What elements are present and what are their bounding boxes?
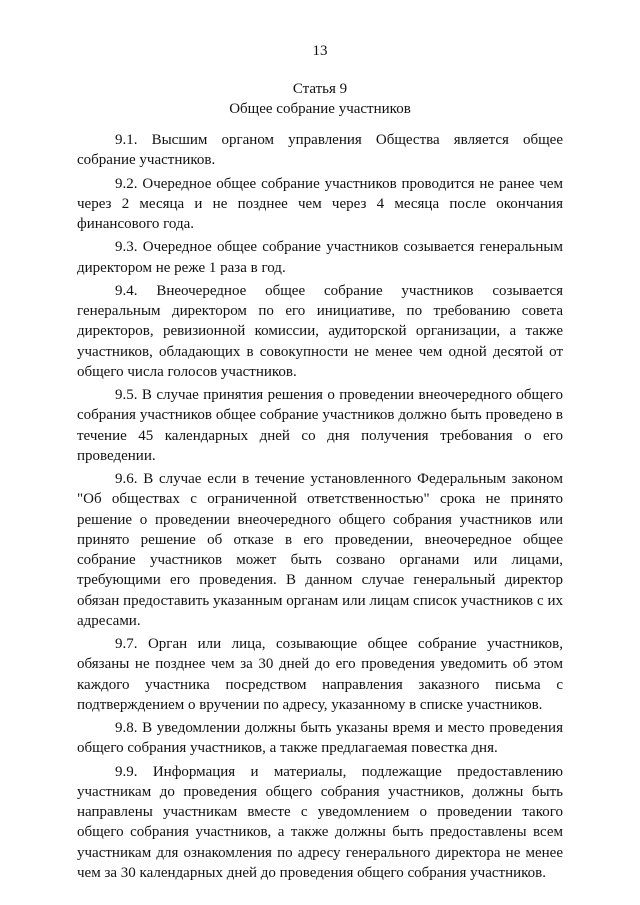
page-number: 13 [312, 43, 328, 59]
paragraph-9-4: 9.4. Внеочередное общее собрание участников созывается генеральным директором по его инициативе, по требованию совета директоров, ревизионной комиссии, аудиторской организации, а также участников, обладающих в совокупности не менее чем одной десятой от общего числа голосов участников. [77, 282, 563, 380]
article-body [77, 130, 563, 886]
paragraph-9-3: 9.3. Очередное общее собрание участников созывается генеральным директором не реже 1 раза в год. [77, 239, 563, 276]
paragraph-9-9: 9.9. Информация и материалы, подлежащие предоставлению участникам до проведения общего собрания участников, должны быть направлены участникам вместе с уведомлением о проведении такого общего собрания участников, а также должны быть предоставлены всем участникам для ознакомления по адресу генерального директора не менее чем за 30 календарных дней до проведения общего собрания участников. [77, 763, 563, 881]
article-heading [0, 79, 640, 119]
article-number: Статья 9 [292, 81, 348, 97]
paragraph-9-6: 9.6. В случае если в течение установленного Федеральным законом "Об обществах с ограниченной ответственностью" срока не принято решение о проведении внеочередного общего собрания участников или принято решение об отказе в его проведении, внеочередное общее собрание участников может быть созвано органами или лицами, требующими его проведения. В данном случае генеральный директор обязан предоставить указанным органам или лицам список участников с их адресами. [77, 471, 563, 629]
paragraph-9-8: 9.8. В уведомлении должны быть указаны время и место проведения общего собрания участников, а также предлагаемая повестка дня. [77, 720, 563, 757]
paragraph-9-2: 9.2. Очередное общее собрание участников проводится не ранее чем через 2 месяца и не позднее чем через 4 месяца после окончания финансового года. [77, 175, 563, 232]
paragraph-9-7: 9.7. Орган или лица, созывающие общее собрание участников, обязаны не позднее чем за 30 дней до его проведения уведомить об этом каждого участника посредством направления заказного письма с подтверждением о вручении по адресу, указанному в списке участников. [77, 636, 563, 713]
paragraph-9-5: 9.5. В случае принятия решения о проведении внеочередного общего собрания участников общее собрание участников должно быть проведено в течение 45 календарных дней со дня получения требования о его проведении. [77, 387, 563, 464]
article-title: Общее собрание участников [229, 101, 411, 117]
paragraph-9-1: 9.1. Высшим органом управления Общества является общее собрание участников. [77, 132, 563, 169]
